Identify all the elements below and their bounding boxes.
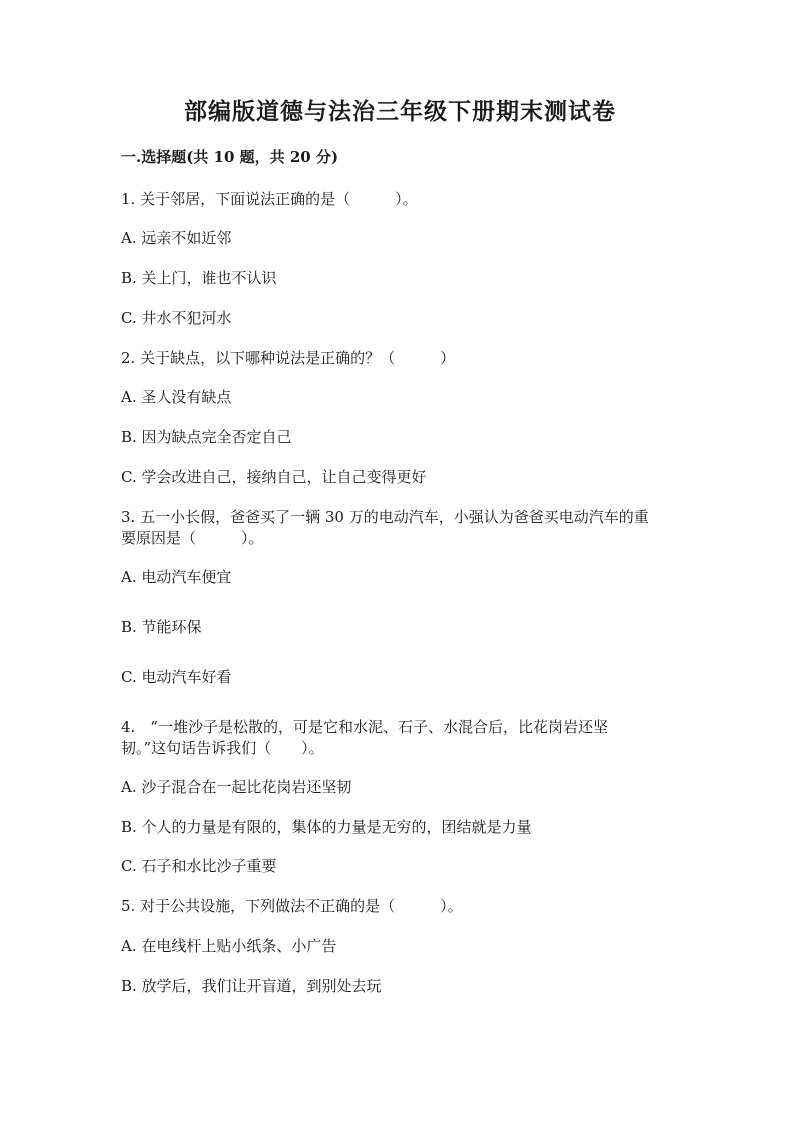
question-3-option-c: C. 电动汽车好看 bbox=[121, 668, 232, 686]
question-2-stem: 2. 关于缺点，以下哪种说法是正确的？（ ） bbox=[121, 349, 456, 367]
question-4-stem-line-2: 韧。”这句话告诉我们（ ）。 bbox=[121, 739, 324, 757]
question-5-option-a: A. 在电线杆上贴小纸条、小广告 bbox=[121, 937, 337, 955]
question-2-option-c: C. 学会改进自己，接纳自己，让自己变得更好 bbox=[121, 468, 427, 486]
question-3-stem-line-2: 要原因是（ ）。 bbox=[121, 529, 264, 547]
question-1-option-c: C. 井水不犯河水 bbox=[121, 309, 232, 327]
question-4-stem-line-1: 4. “一堆沙子是松散的，可是它和水泥、石子、水混合后，比花岗岩还坚 bbox=[121, 718, 608, 736]
question-2-option-b: B. 因为缺点完全否定自己 bbox=[121, 428, 292, 446]
question-4-option-a: A. 沙子混合在一起比花岗岩还坚韧 bbox=[121, 778, 352, 796]
question-1-option-b: B. 关上门，谁也不认识 bbox=[121, 269, 277, 287]
question-2-option-a: A. 圣人没有缺点 bbox=[121, 388, 232, 406]
question-4-option-b: B. 个人的力量是有限的，集体的力量是无穷的，团结就是力量 bbox=[121, 818, 532, 836]
question-1-stem: 1. 关于邻居，下面说法正确的是（ ）。 bbox=[121, 190, 418, 208]
question-1-option-a: A. 远亲不如近邻 bbox=[121, 229, 232, 247]
question-3-option-a: A. 电动汽车便宜 bbox=[121, 568, 232, 586]
question-4-option-c: C. 石子和水比沙子重要 bbox=[121, 857, 277, 875]
question-5-stem: 5. 对于公共设施，下列做法不正确的是（ ）。 bbox=[121, 897, 463, 915]
question-3-option-b: B. 节能环保 bbox=[121, 618, 202, 636]
question-5-option-b: B. 放学后，我们让开盲道，到别处去玩 bbox=[121, 977, 382, 995]
page-title: 部编版道德与法治三年级下册期末测试卷 bbox=[184, 98, 616, 125]
section-heading: 一.选择题(共 10 题，共 20 分) bbox=[121, 148, 339, 166]
question-3-stem-line-1: 3. 五一小长假，爸爸买了一辆 30 万的电动汽车，小强认为爸爸买电动汽车的重 bbox=[121, 508, 649, 526]
